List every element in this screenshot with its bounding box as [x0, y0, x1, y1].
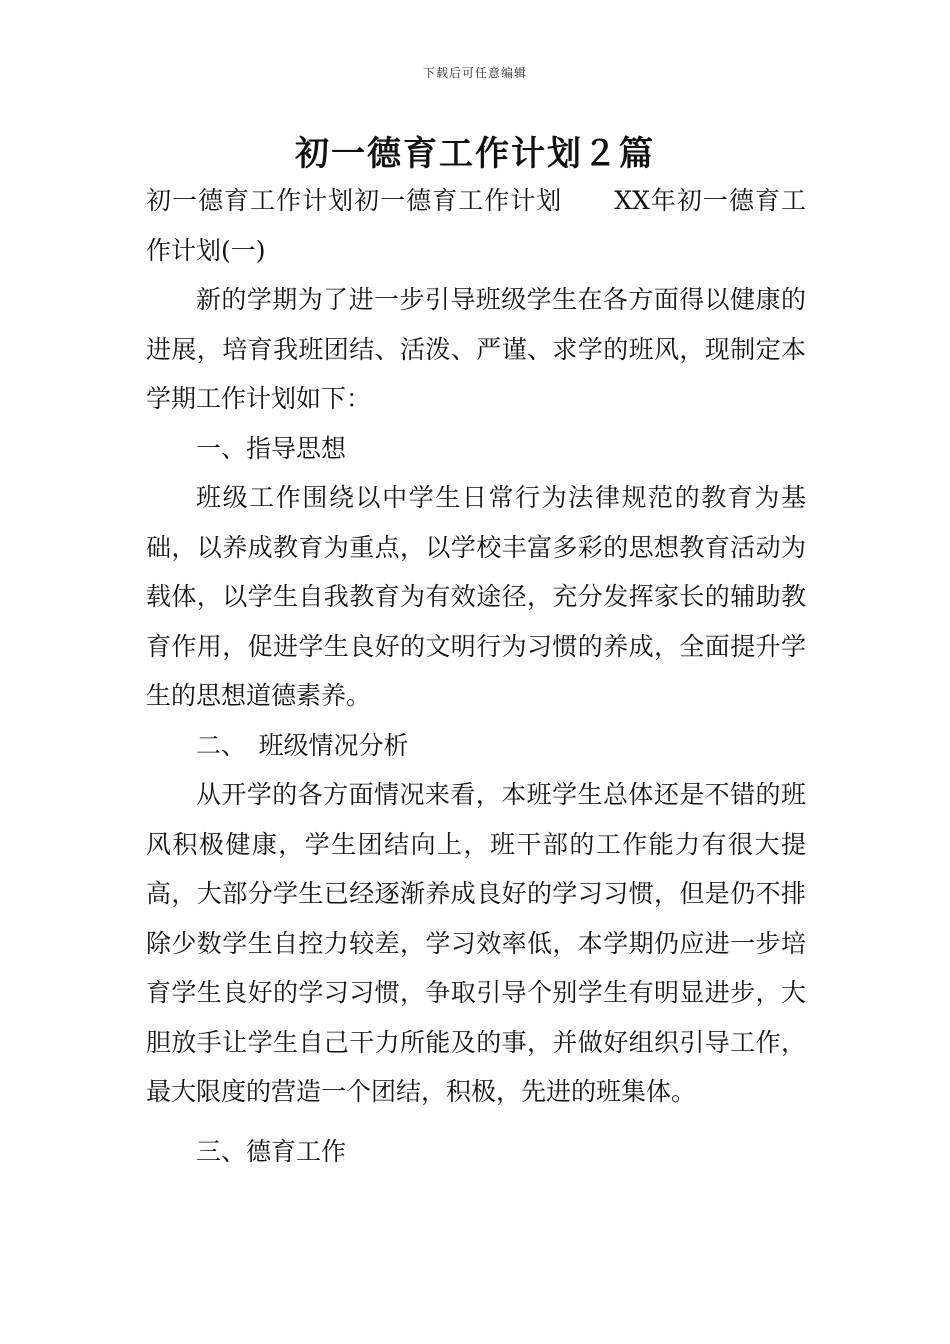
intro-paragraph: 新的学期为了进一步引导班级学生在各方面得以健康的进展，培育我班团结、活泼、严谨、求学的班风，现制定本学期工作计划如下： [146, 285, 806, 413]
document-subtitle [146, 176, 806, 275]
subtitle-part1: 初一德育工作计划初一德育工作计划 [146, 186, 563, 215]
document-title: 初一德育工作计划２篇 [295, 134, 655, 174]
section-1-paragraph: 班级工作围绕以中学生日常行为法律规范的教育为基础，以养成教育为重点，以学校丰富多彩的思想教育活动为载体，以学生自我教育为有效途径，充分发挥家长的辅助教育作用，促进学生良好的文明行为习惯的养成，全面提升学生的思想道德素养。 [146, 483, 806, 710]
section-heading-3: 三、德育工作 [196, 1136, 347, 1166]
section-heading-1: 一、指导思想 [196, 433, 347, 463]
header-note: 下载后可任意编辑 [422, 66, 527, 80]
subtitle-part2: XX年初一德育工作计划(一) [146, 186, 806, 265]
section-2-paragraph: 从开学的各方面情况来看，本班学生总体还是不错的班风积极健康，学生团结向上，班干部的工作能力有很大提高，大部分学生已经逐渐养成良好的学习习惯，但是仍不排除少数学生自控力较差，学习效率低，本学期仍应进一步培育学生良好的学习习惯，争取引导个别学生有明显进步，大胆放手让学生自己干力所能及的事，并做好组织引导工作，最大限度的营造一个团结，积极，先进的班集体。 [146, 780, 806, 1106]
section-heading-2: 二、 班级情况分析 [196, 730, 409, 760]
document-body [146, 176, 806, 1176]
